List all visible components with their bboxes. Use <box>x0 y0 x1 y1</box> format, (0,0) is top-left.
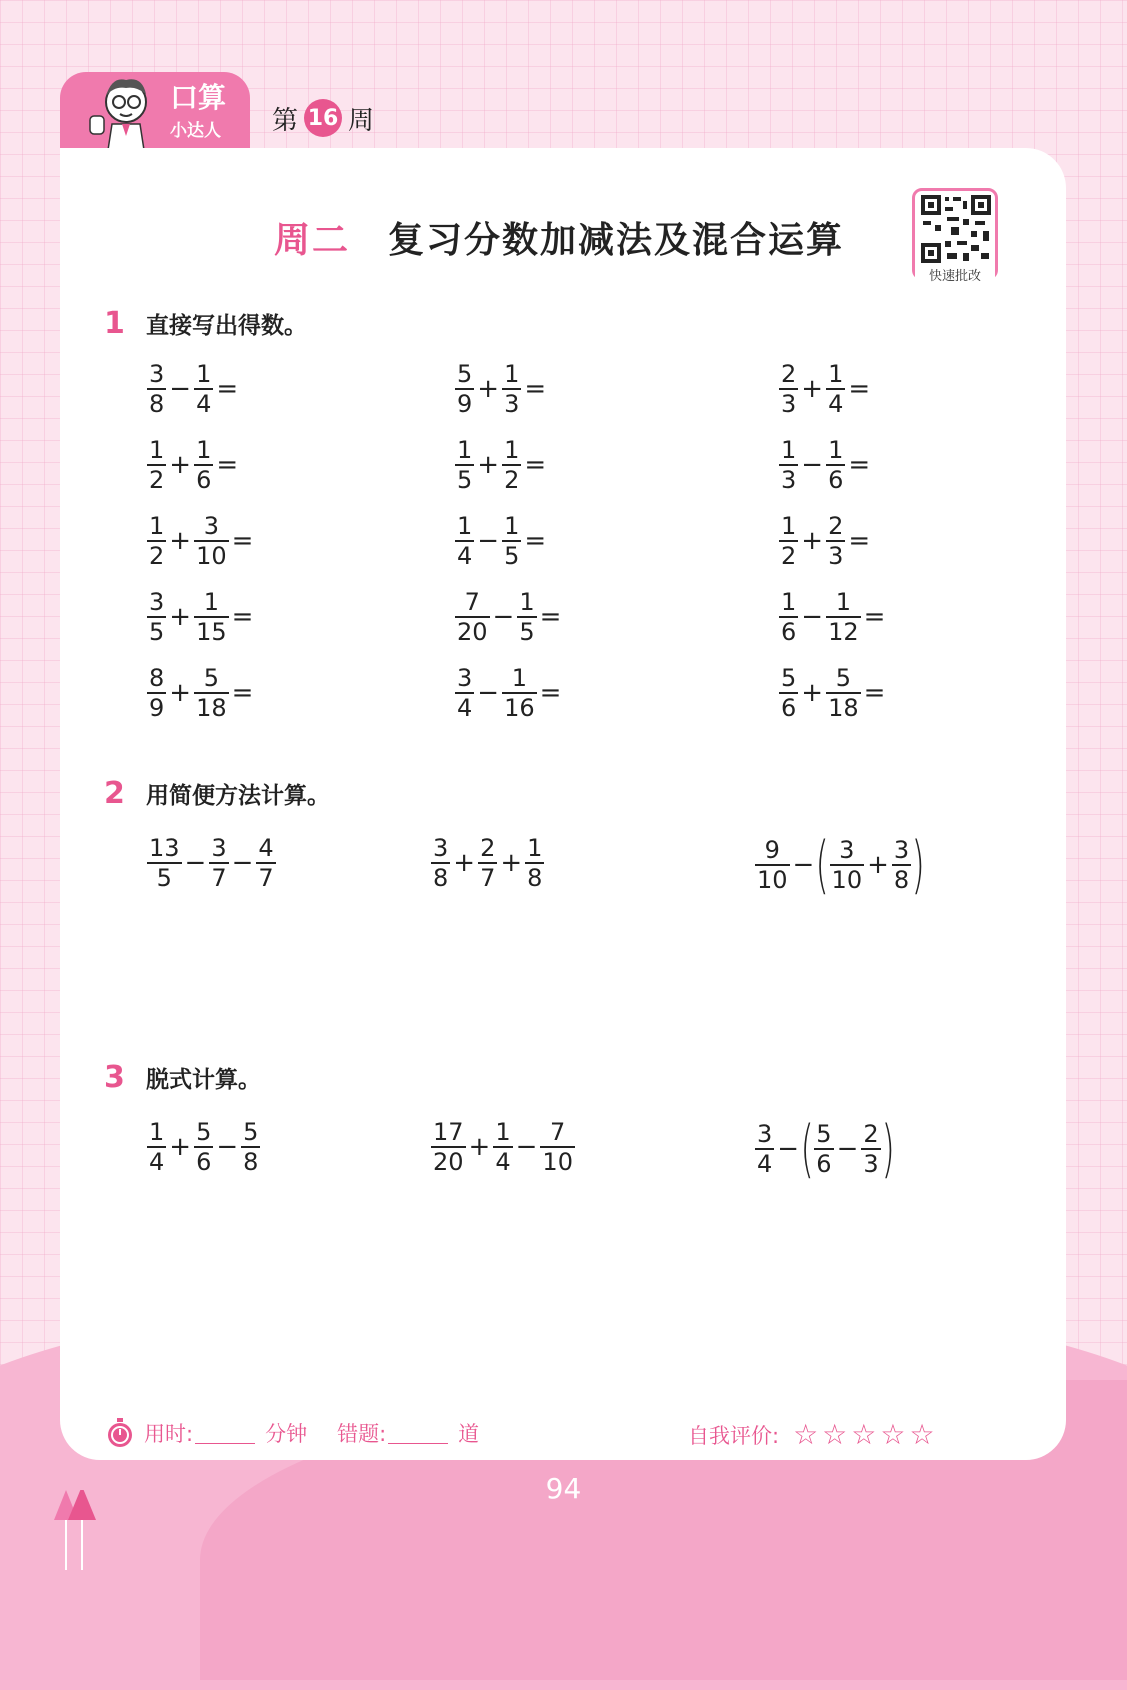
numerator: 1 <box>527 834 543 862</box>
tree-decoration-icon <box>52 1490 102 1570</box>
qr-code[interactable] <box>912 188 998 284</box>
section-2-heading <box>104 776 330 811</box>
operator: − <box>169 373 192 404</box>
time-unit: 分钟 <box>265 1422 308 1446</box>
numerator: 1 <box>196 436 212 464</box>
denominator: 3 <box>781 465 797 494</box>
numerator: 1 <box>504 436 520 464</box>
fraction <box>502 664 537 722</box>
math-expression <box>778 512 872 570</box>
denominator: 4 <box>457 693 473 722</box>
time-record <box>106 1418 479 1448</box>
denominator: 3 <box>863 1149 879 1178</box>
fraction <box>826 512 845 570</box>
operator: + <box>169 677 192 708</box>
week-prefix: 第 <box>272 105 299 136</box>
fraction <box>455 664 474 722</box>
fraction <box>455 436 474 494</box>
mascot-icon <box>82 70 162 150</box>
denominator: 7 <box>480 863 496 892</box>
equals-sign: = <box>848 373 871 404</box>
numerator: 1 <box>828 360 844 388</box>
math-expression <box>430 834 545 892</box>
fraction <box>826 588 861 646</box>
fraction <box>455 512 474 570</box>
denominator: 4 <box>457 541 473 570</box>
numerator: 5 <box>196 1118 212 1146</box>
close-paren: ) <box>911 828 925 901</box>
page-number: 94 <box>545 1472 582 1505</box>
equals-sign: = <box>524 525 547 556</box>
operator: + <box>477 449 500 480</box>
operator: − <box>492 601 515 632</box>
denominator: 7 <box>211 863 227 892</box>
equals-sign: = <box>863 601 886 632</box>
fraction <box>455 360 474 418</box>
denominator: 6 <box>816 1149 832 1178</box>
denominator: 2 <box>149 465 165 494</box>
week-number-badge: 16 <box>304 99 342 137</box>
fraction <box>431 834 450 892</box>
page-title <box>274 212 844 263</box>
fraction <box>517 588 536 646</box>
fraction <box>779 588 798 646</box>
operator: + <box>801 677 824 708</box>
denominator: 3 <box>828 541 844 570</box>
math-expression <box>430 1118 576 1176</box>
operator: + <box>500 847 523 878</box>
numerator: 5 <box>243 1118 259 1146</box>
numerator: 5 <box>457 360 473 388</box>
section-1-heading <box>104 306 307 341</box>
equals-sign: = <box>848 449 871 480</box>
open-paren: ( <box>800 1112 814 1185</box>
operator: − <box>231 847 254 878</box>
fraction <box>892 836 911 894</box>
fraction <box>779 360 798 418</box>
denominator: 12 <box>828 617 859 646</box>
math-expression <box>454 436 548 494</box>
numerator: 1 <box>203 588 219 616</box>
denominator: 4 <box>196 389 212 418</box>
operator: + <box>169 449 192 480</box>
numerator: 3 <box>211 834 227 862</box>
numerator: 3 <box>203 512 219 540</box>
self-evaluation <box>688 1418 939 1451</box>
fraction <box>502 512 521 570</box>
fraction <box>194 1118 213 1176</box>
denominator: 4 <box>828 389 844 418</box>
operator: + <box>801 373 824 404</box>
operator: − <box>477 677 500 708</box>
denominator: 4 <box>757 1149 773 1178</box>
fraction <box>525 834 544 892</box>
equals-sign: = <box>539 677 562 708</box>
fraction <box>755 836 790 894</box>
numerator: 3 <box>149 588 165 616</box>
fraction <box>861 1120 880 1178</box>
fraction <box>826 436 845 494</box>
denominator: 5 <box>149 617 165 646</box>
denominator: 20 <box>457 617 488 646</box>
equals-sign: = <box>231 677 254 708</box>
operator: + <box>468 1131 491 1162</box>
equals-sign: = <box>216 373 239 404</box>
denominator: 18 <box>828 693 859 722</box>
numerator: 1 <box>781 512 797 540</box>
math-expression <box>778 588 887 646</box>
fraction <box>455 588 490 646</box>
fraction <box>241 1118 260 1176</box>
numerator: 1 <box>519 588 535 616</box>
fraction <box>194 588 229 646</box>
section-instruction: 脱式计算。 <box>146 1067 261 1093</box>
week-suffix: 周 <box>348 105 375 136</box>
numerator: 1 <box>835 588 851 616</box>
operator: − <box>801 601 824 632</box>
numerator: 1 <box>511 664 527 692</box>
denominator: 6 <box>196 1147 212 1176</box>
fraction <box>779 436 798 494</box>
denominator: 5 <box>457 465 473 494</box>
denominator: 8 <box>527 863 543 892</box>
numerator: 1 <box>781 436 797 464</box>
qr-icon <box>921 195 991 263</box>
section-instruction: 用简便方法计算。 <box>146 783 330 809</box>
fraction <box>493 1118 512 1176</box>
numerator: 2 <box>828 512 844 540</box>
errors-label: 错题: <box>337 1422 387 1446</box>
fraction <box>147 360 166 418</box>
numerator: 3 <box>839 836 855 865</box>
math-expression <box>454 664 563 722</box>
numerator: 9 <box>764 836 780 865</box>
operator: + <box>453 847 476 878</box>
operator: − <box>836 1134 859 1164</box>
close-paren: ) <box>881 1112 895 1185</box>
denominator: 6 <box>781 693 797 722</box>
equals-sign: = <box>524 373 547 404</box>
denominator: 9 <box>457 389 473 418</box>
section-number: 2 <box>104 776 125 811</box>
operator: + <box>477 373 500 404</box>
denominator: 4 <box>495 1147 511 1176</box>
fraction <box>194 664 229 722</box>
fraction <box>209 834 228 892</box>
week-indicator <box>272 98 374 138</box>
denominator: 3 <box>504 389 520 418</box>
fraction <box>755 1120 774 1178</box>
operator: − <box>477 525 500 556</box>
numerator: 1 <box>149 512 165 540</box>
math-expression <box>454 588 563 646</box>
denominator: 6 <box>828 465 844 494</box>
denominator: 18 <box>196 693 227 722</box>
operator: − <box>515 1131 538 1162</box>
denominator: 5 <box>519 617 535 646</box>
time-label: 用时: <box>144 1422 194 1446</box>
section-instruction: 直接写出得数。 <box>146 313 307 339</box>
numerator: 5 <box>816 1120 832 1149</box>
equals-sign: = <box>231 601 254 632</box>
fraction <box>147 664 166 722</box>
stopwatch-icon <box>106 1418 134 1448</box>
fraction <box>147 1118 166 1176</box>
math-expression <box>146 436 240 494</box>
denominator: 10 <box>757 865 788 894</box>
equals-sign: = <box>863 677 886 708</box>
denominator: 7 <box>258 863 274 892</box>
math-expression <box>778 360 872 418</box>
denominator: 8 <box>433 863 449 892</box>
denominator: 16 <box>504 693 535 722</box>
fraction <box>478 834 497 892</box>
operator: − <box>792 850 815 880</box>
card-tab-join <box>60 148 250 208</box>
fraction <box>814 1120 833 1178</box>
math-expression <box>754 828 925 901</box>
math-expression <box>454 512 548 570</box>
section-number: 1 <box>104 306 125 341</box>
denominator: 5 <box>504 541 520 570</box>
denominator: 8 <box>893 865 910 894</box>
operator: − <box>801 449 824 480</box>
fraction <box>147 512 166 570</box>
numerator: 1 <box>504 360 520 388</box>
equals-sign: = <box>539 601 562 632</box>
operator: + <box>169 525 192 556</box>
numerator: 2 <box>480 834 496 862</box>
numerator: 3 <box>893 836 910 865</box>
fraction <box>826 664 861 722</box>
operator: + <box>169 601 192 632</box>
equals-sign: = <box>524 449 547 480</box>
fraction <box>147 436 166 494</box>
equals-sign: = <box>848 525 871 556</box>
fraction <box>502 360 521 418</box>
rating-stars[interactable]: ☆☆☆☆☆ <box>793 1418 939 1451</box>
errors-blank[interactable] <box>388 1423 448 1444</box>
denominator: 10 <box>542 1147 573 1176</box>
numerator: 3 <box>433 834 449 862</box>
numerator: 8 <box>149 664 165 692</box>
numerator: 1 <box>149 436 165 464</box>
day-label: 周二 <box>274 220 351 261</box>
math-expression <box>778 436 872 494</box>
errors-unit: 道 <box>458 1422 480 1446</box>
fraction <box>779 512 798 570</box>
numerator: 1 <box>457 512 473 540</box>
fraction <box>147 588 166 646</box>
numerator: 1 <box>196 360 212 388</box>
numerator: 7 <box>464 588 480 616</box>
fraction <box>830 836 865 894</box>
open-paren: ( <box>815 828 830 901</box>
numerator: 5 <box>835 664 851 692</box>
numerator: 3 <box>149 360 165 388</box>
denominator: 10 <box>196 541 227 570</box>
math-expression <box>146 664 255 722</box>
time-blank[interactable] <box>195 1423 255 1444</box>
numerator: 2 <box>781 360 797 388</box>
numerator: 1 <box>495 1118 511 1146</box>
fraction <box>540 1118 575 1176</box>
fraction <box>779 664 798 722</box>
fraction <box>194 512 229 570</box>
numerator: 1 <box>457 436 473 464</box>
fraction <box>194 436 213 494</box>
numerator: 5 <box>781 664 797 692</box>
brand-title: 口算 <box>170 81 227 114</box>
operator: − <box>184 847 207 878</box>
denominator: 6 <box>781 617 797 646</box>
numerator: 5 <box>203 664 219 692</box>
denominator: 2 <box>504 465 520 494</box>
qr-label: 快速批改 <box>915 265 995 284</box>
math-expression <box>778 664 887 722</box>
numerator: 2 <box>863 1120 879 1149</box>
numerator: 1 <box>828 436 844 464</box>
operator: − <box>777 1134 800 1164</box>
denominator: 3 <box>781 389 797 418</box>
fraction <box>256 834 275 892</box>
denominator: 10 <box>831 865 863 894</box>
numerator: 1 <box>149 1118 165 1146</box>
equals-sign: = <box>231 525 254 556</box>
title-text: 复习分数加减法及混合运算 <box>388 220 845 261</box>
numerator: 13 <box>149 834 180 862</box>
denominator: 4 <box>149 1147 165 1176</box>
numerator: 7 <box>550 1118 566 1146</box>
operator: + <box>801 525 824 556</box>
brand-subtitle: 小达人 <box>170 121 221 141</box>
denominator: 8 <box>149 389 165 418</box>
denominator: 20 <box>433 1147 464 1176</box>
numerator: 4 <box>258 834 274 862</box>
operator: + <box>867 850 889 880</box>
equals-sign: = <box>216 449 239 480</box>
section-3-heading <box>104 1060 261 1095</box>
section-number: 3 <box>104 1060 125 1095</box>
math-expression <box>146 834 277 892</box>
fraction <box>147 834 182 892</box>
math-expression <box>146 588 255 646</box>
denominator: 9 <box>149 693 165 722</box>
fraction <box>194 360 213 418</box>
fraction <box>826 360 845 418</box>
numerator: 17 <box>433 1118 464 1146</box>
numerator: 1 <box>781 588 797 616</box>
self-eval-label: 自我评价: <box>688 1423 780 1448</box>
fraction <box>502 436 521 494</box>
numerator: 1 <box>504 512 520 540</box>
operator: + <box>169 1131 192 1162</box>
math-expression <box>754 1112 895 1185</box>
denominator: 5 <box>156 863 172 892</box>
math-expression <box>454 360 548 418</box>
fraction <box>431 1118 466 1176</box>
denominator: 8 <box>243 1147 259 1176</box>
numerator: 3 <box>457 664 473 692</box>
operator: − <box>216 1131 239 1162</box>
numerator: 3 <box>757 1120 773 1149</box>
denominator: 15 <box>196 617 227 646</box>
math-expression <box>146 360 240 418</box>
denominator: 2 <box>149 541 165 570</box>
denominator: 6 <box>196 465 212 494</box>
denominator: 2 <box>781 541 797 570</box>
math-expression <box>146 1118 261 1176</box>
math-expression <box>146 512 255 570</box>
